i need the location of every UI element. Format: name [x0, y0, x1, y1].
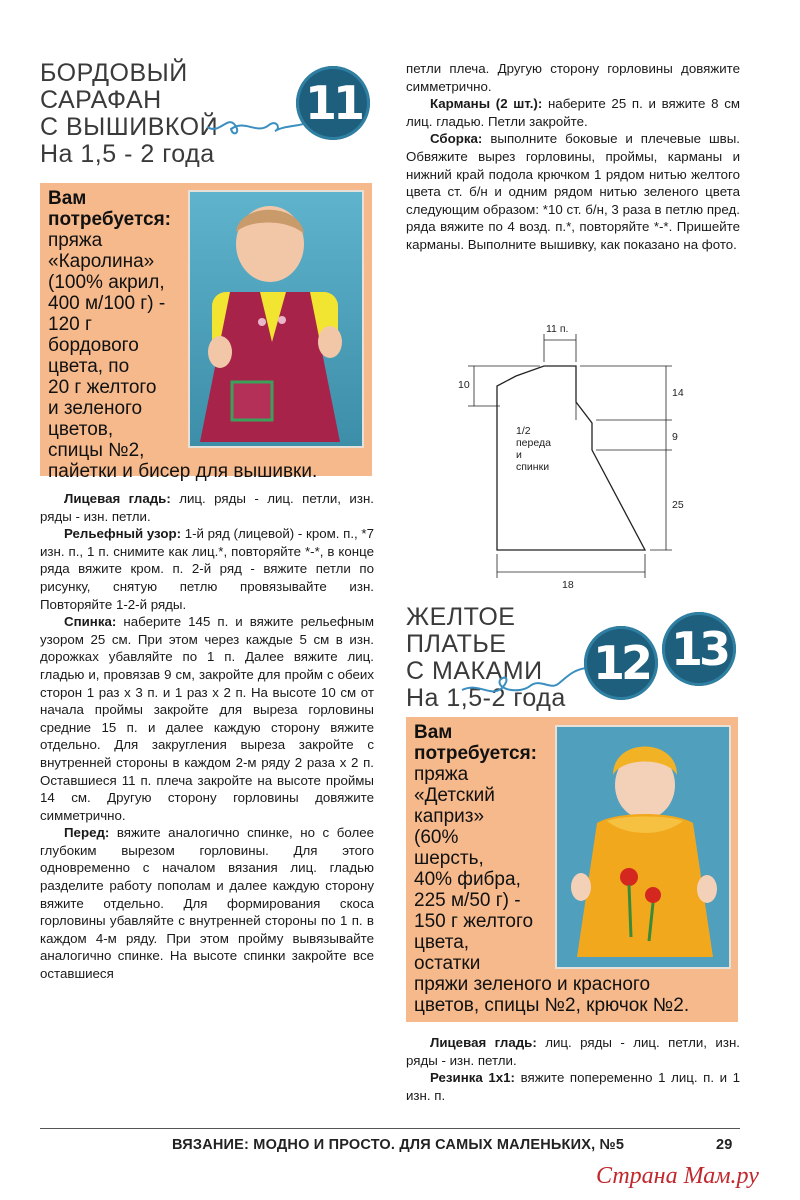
article2-title-line-2: ПЛАТЬЕ	[406, 630, 507, 658]
material-line: цвета, по	[48, 356, 130, 377]
section-text-stockinette-2: лиц. ряды - лиц. петли, изн. ряды - изн. петли.	[406, 1035, 740, 1068]
column-1-text	[40, 490, 374, 983]
material-line: пряжи зеленого и красного	[414, 974, 651, 995]
pattern-label-right-1: 14	[672, 387, 684, 399]
material-line: 225 м/50 г) -	[414, 890, 521, 911]
material-line: цветов,	[48, 419, 114, 440]
article2-number-badge-1: 12	[584, 626, 658, 700]
section-text-front: вяжите аналогично спинке, но с более глубоким вырезом горловины. Для этого одновременно с началом вязания лиц. гладью разделите работу пополам и далее каждую сторону вяжите отдельно. Для формирования скоса горловины убавляйте с внутренней стороны по 1 п. в каждом 4-м ряду. При этом пройму вывязывайте аналогично спинке. На высоте спинки закройте все оставшиеся	[40, 825, 374, 982]
photo-yellow-dress	[555, 725, 731, 969]
material-line: и зеленого	[48, 398, 143, 419]
article1-materials-heading-2: потребуется:	[48, 209, 171, 230]
pattern-label-left: 10	[458, 379, 470, 391]
section-heading-front: Перед:	[64, 825, 110, 841]
material-line: спицы №2,	[48, 440, 145, 461]
material-line: «Каролина»	[48, 251, 155, 272]
article2-title-line-3: С МАКАМИ	[406, 657, 543, 685]
material-line: 40% фибра,	[414, 869, 521, 890]
material-line: «Детский	[414, 785, 495, 806]
section-text-stockinette: лиц. ряды - лиц. петли, изн. ряды - изн. петли.	[40, 491, 374, 524]
material-line: (60%	[414, 827, 459, 848]
pattern-center-line-1: 1/2	[516, 425, 531, 437]
section-heading-rib: Резинка 1х1:	[430, 1070, 515, 1086]
material-line: шерсть,	[414, 848, 484, 869]
pattern-center-line-3: и	[516, 449, 522, 461]
section-text-continued: петли плеча. Другую сторону горловины довяжите симметрично.	[406, 61, 740, 94]
section-text-assembly: выполните боковые и плечевые швы. Обвяжите вырез горловины, проймы, карманы и нижний край подола крючком 1 рядом нитью желтого цвета ст. б/н и одним рядом нитью зеленого цвета следующим образом: *10 ст. б/н, 3 раза в петлю пред. ряда вяжите по 4 возд. п.*, повторяйте *-*. Пришейте карманы. Выполните вышивку, как показано на фото.	[406, 131, 740, 252]
section-text-relief: 1-й ряд (лицевой) - кром. п., *7 изн. п., 1 п. снимите как лиц.*, повторяйте *-*, в конце ряда вяжите кром. п. 2-й ряд - вяжите петли по рисунку, снятую петлю провязывайте изн. Повторяйте 1-2-й ряды.	[40, 526, 375, 612]
article2-materials-heading-2: потребуется:	[414, 743, 537, 764]
material-line: пайетки и бисер для вышивки.	[48, 461, 318, 482]
material-line: цвета,	[414, 932, 470, 953]
pattern-diagram	[440, 320, 700, 595]
section-heading-stockinette: Лицевая гладь:	[64, 491, 171, 506]
section-text-rib: вяжите попеременно 1 лиц. п. и 1 изн. п.	[406, 1070, 741, 1103]
pattern-label-right-3: 25	[672, 499, 684, 511]
footer-page-number: 29	[716, 1137, 733, 1153]
article1-title-line-2: САРАФАН	[40, 86, 162, 114]
pattern-label-bottom: 18	[562, 579, 574, 591]
article1-title	[40, 60, 218, 168]
section-heading-relief: Рельефный узор:	[64, 526, 182, 542]
material-line: пряжа	[48, 230, 103, 251]
material-line: бордового	[48, 335, 139, 356]
section-heading-stockinette-2: Лицевая гладь:	[430, 1035, 537, 1050]
material-line: (100% акрил,	[48, 272, 165, 293]
article1-title-line-3: С ВЫШИВКОЙ	[40, 113, 219, 141]
material-line: 400 м/100 г) -	[48, 293, 166, 314]
pattern-center-line-2: переда	[516, 437, 551, 449]
pattern-center-line-4: спинки	[516, 461, 550, 473]
material-line: каприз»	[414, 806, 485, 827]
article2-text	[406, 1034, 740, 1104]
material-line: пряжа	[414, 764, 469, 785]
swirl-decoration-2	[460, 660, 590, 704]
pattern-label-right-2: 9	[672, 431, 678, 443]
section-text-back: наберите 145 п. и вяжите рельефным узором 25 см. При этом через каждые 5 см в изн. дорожках убавляйте по 1 п. Далее вяжите лиц. гладью и, провязав 9 см, закройте для пройм с обеих сторон 1 раз х 3 п. и 1 раз х 2 п. На высоте 10 см от начала проймы закройте для выреза горловины средние 15 п. и далее каждую сторону вяжите отдельно. Для закругления выреза закройте с внутренней стороны в каждом 2-м ряду 2 раза х 2 п. Оставшиеся 11 п. плеча закройте на высоте проймы 14 см. Другую сторону горловины довяжите симметрично.	[40, 614, 374, 823]
article2-number-badge-2: 13	[662, 612, 736, 686]
article1-materials-heading-1: Вам	[48, 188, 87, 209]
article2-age: На 1,5-2 года	[406, 684, 566, 712]
article1-age: На 1,5 - 2 года	[40, 140, 215, 168]
material-line: 150 г желтого	[414, 911, 534, 932]
watermark-logo: Страна Мам.ру	[596, 1163, 759, 1189]
material-line: остатки	[414, 953, 481, 974]
column-2-text	[406, 60, 740, 254]
article2-materials-heading-1: Вам	[414, 722, 453, 743]
photo-burgundy-sundress	[188, 190, 364, 448]
footer-divider	[40, 1128, 740, 1129]
section-text-pockets: наберите 25 п. и вяжите 8 см лиц. гладью. Петли закройте.	[406, 96, 740, 129]
article1-title-line-1: БОРДОВЫЙ	[40, 59, 188, 87]
article2-materials-heading	[414, 722, 537, 764]
pattern-label-top: 11 п.	[546, 323, 569, 335]
material-line: цветов, спицы №2, крючок №2.	[414, 995, 690, 1016]
material-line: 20 г желтого	[48, 377, 157, 398]
article2-title-line-1: ЖЕЛТОЕ	[406, 603, 516, 631]
article1-number-badge: 11	[296, 66, 370, 140]
section-heading-pockets: Карманы (2 шт.):	[430, 96, 543, 112]
section-heading-back: Спинка:	[64, 614, 117, 630]
article1-materials-heading	[48, 188, 171, 230]
material-line: 120 г	[48, 314, 92, 335]
section-heading-assembly: Сборка:	[430, 131, 483, 147]
footer-magazine-title: ВЯЗАНИЕ: МОДНО И ПРОСТО. ДЛЯ САМЫХ МАЛЕНЬКИХ, №5	[172, 1137, 625, 1153]
